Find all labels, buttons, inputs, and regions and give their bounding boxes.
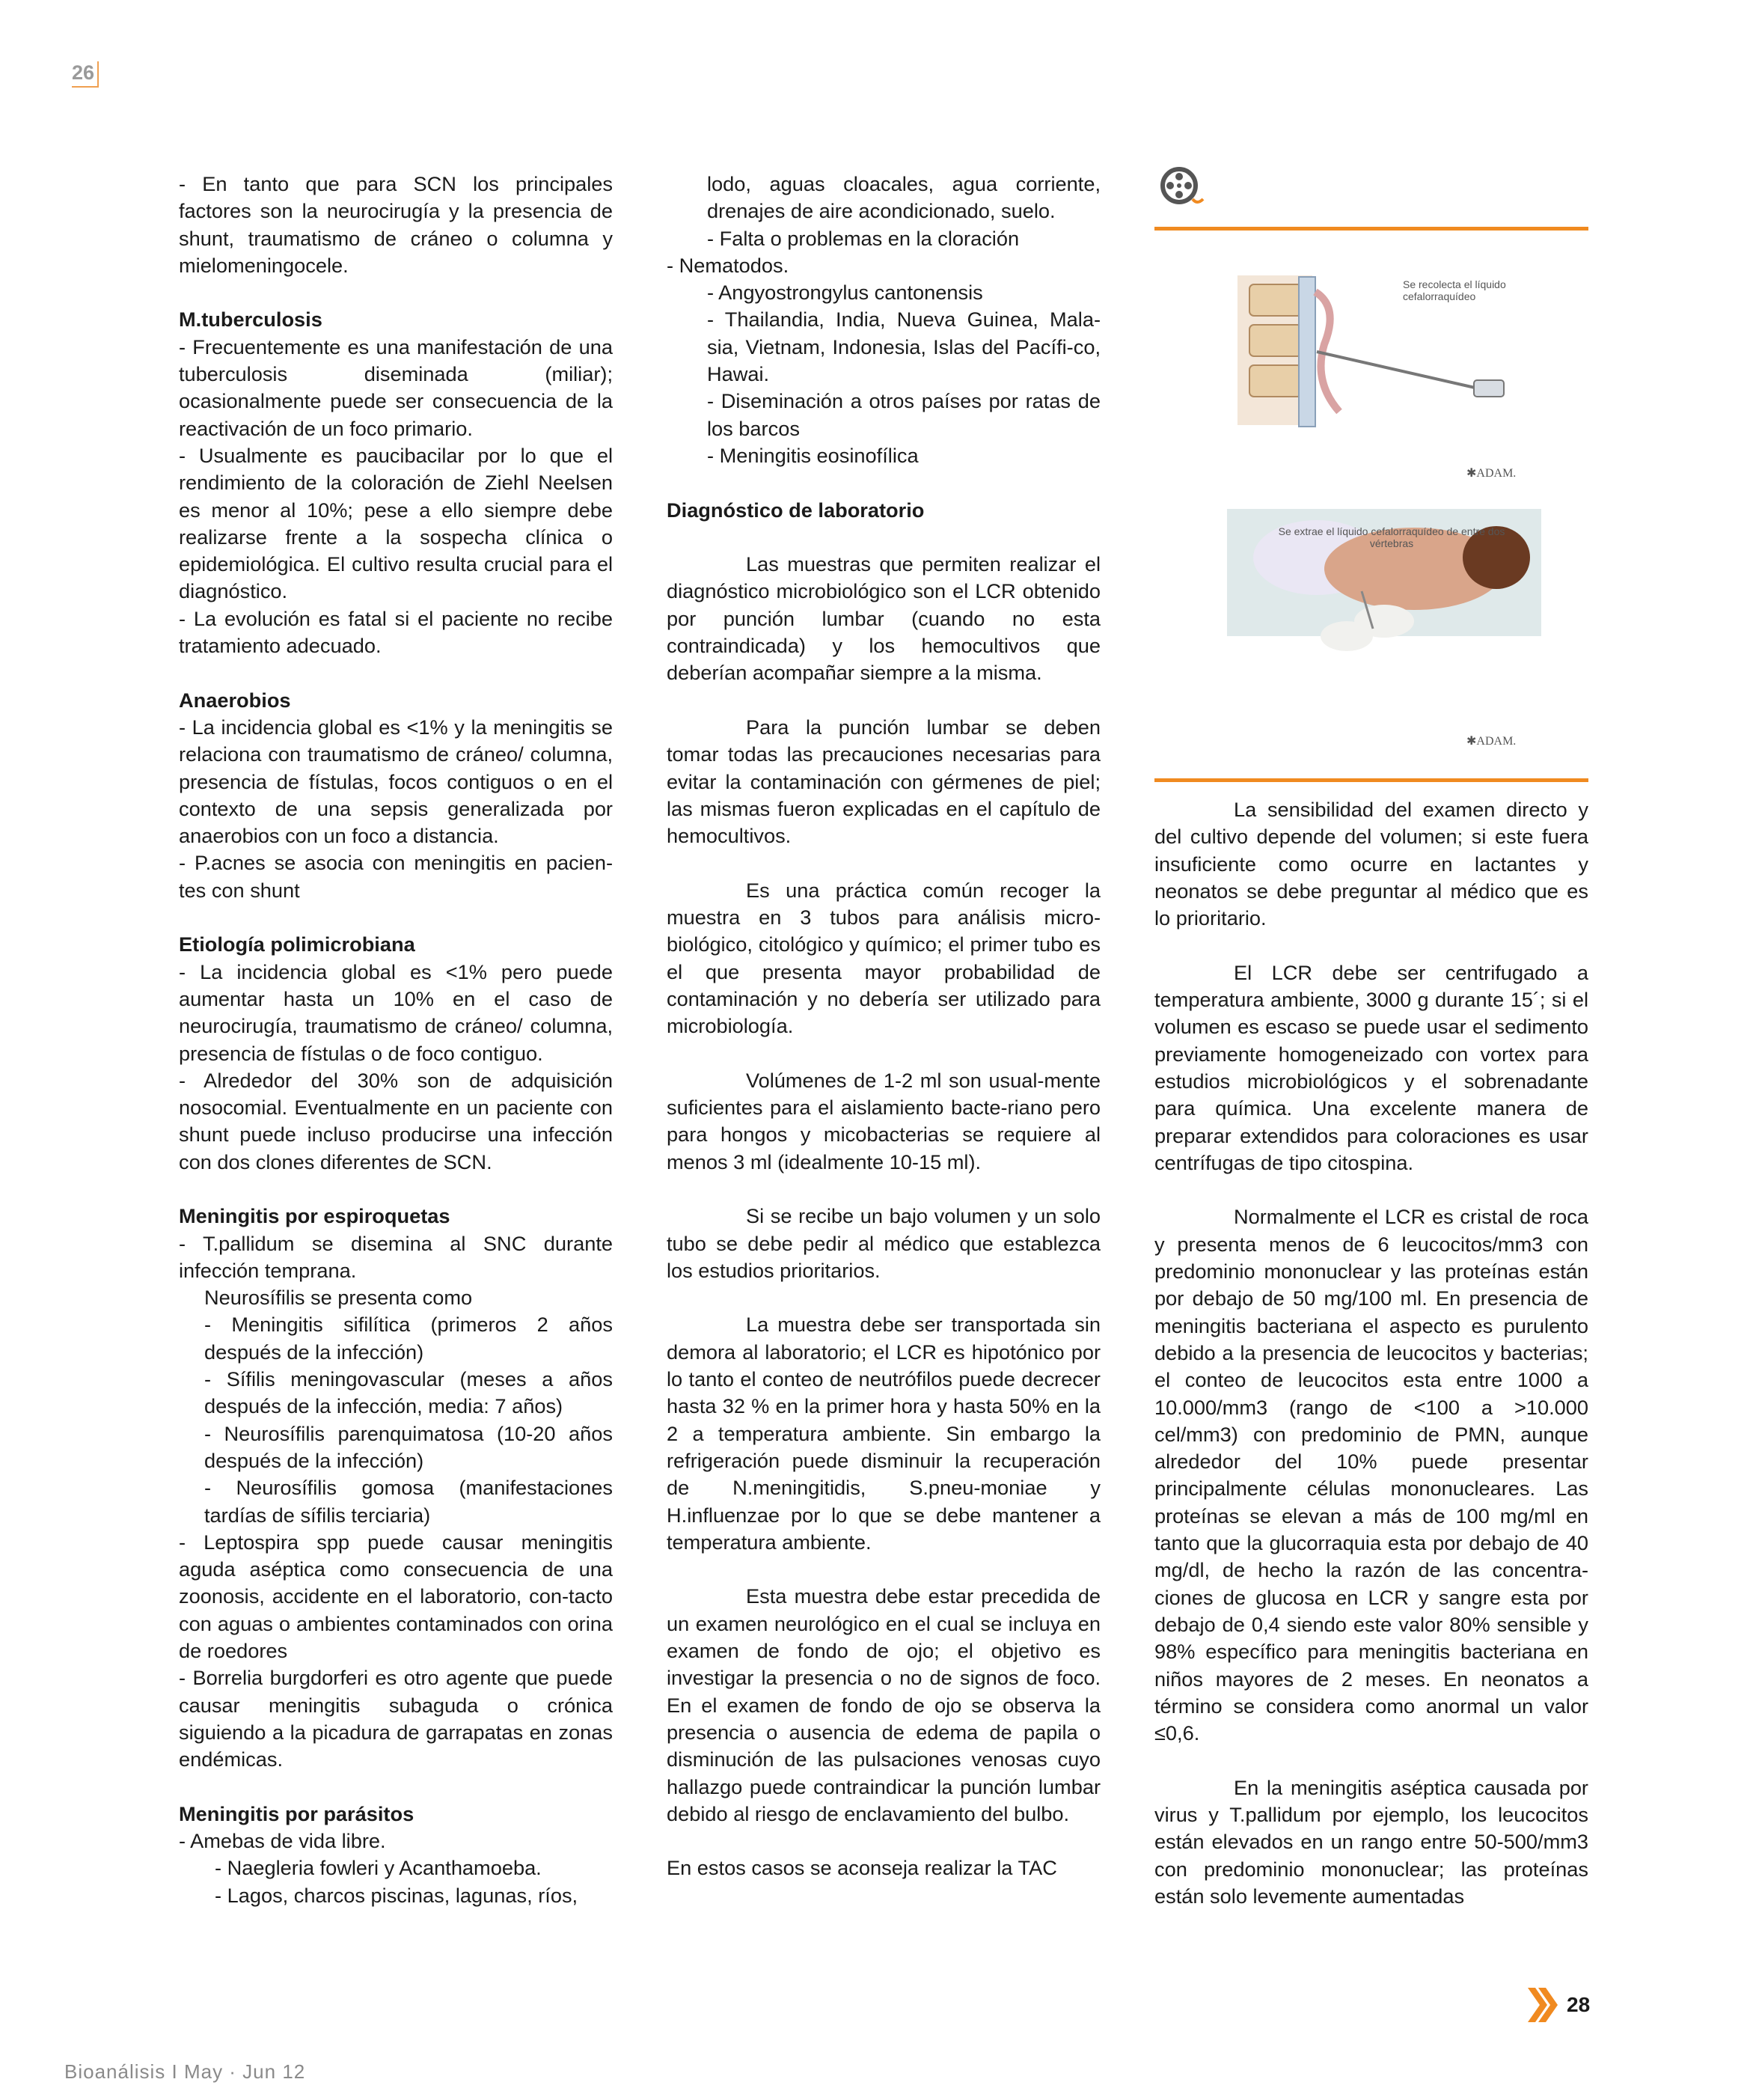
paragraph: - Borrelia burgdorferi es otro agente que puede causar meningitis subaguda o crónica siguiendo a la picadura de garrapatas en zonas endémicas. — [179, 1666, 613, 1771]
paragraph-spacer — [1154, 1176, 1588, 1203]
figure-caption-top: Se recolecta el líquido cefalorraquídeo — [1403, 278, 1506, 302]
paragraph: - La incidencia global es <1% pero puede aumentar hasta un 10% en el caso de neurocirugía, traumatismo de cráneo/ columna, presencia de fístulas o de foco contiguo. — [179, 959, 613, 1065]
paragraph: En estos casos se aconseja realizar la TAC — [667, 1856, 1057, 1880]
paragraph: Es una práctica común recoger la muestra en 3 tubos para análisis micro-biológico, citológico y químico; el primer tubo es el que presenta mayor probabilidad de contaminación y no debería ser utilizado para microbiología. — [667, 878, 1101, 1038]
paragraph-spacer — [667, 1284, 1101, 1311]
figure-caption-bottom: Se extrae el líquido cefalorraquídeo de entre dos vértebras — [1278, 525, 1505, 549]
paragraph: - Diseminación a otros países por ratas de los barcos — [707, 389, 1101, 440]
paragraph: El LCR debe ser centrifugado a temperatura ambiente, 3000 g durante 15´; si el volumen es escaso se puede usar el sedimento previamente homogeneizado con vortex para estudios microbiológicos y el sobrenadante para química. Una excelente manera de preparar extendidos para coloraciones es usar centrífugas de tipo citospina. — [1154, 960, 1588, 1174]
film-reel-icon — [1160, 166, 1208, 208]
paragraph-spacer — [667, 687, 1101, 714]
paragraph: - Neurosífilis parenquimatosa (10-20 años después de la infección) — [204, 1421, 613, 1472]
paragraph-spacer — [1154, 932, 1588, 959]
paragraph-spacer — [179, 1774, 613, 1801]
paragraph-spacer — [179, 1176, 613, 1203]
paragraph: Volúmenes de 1-2 ml son usual-mente suficientes para el aislamiento bacte-riano pero para hongos y micobacterias se requiere al menos 3 ml (idealmente 10-15 ml). — [667, 1068, 1101, 1173]
paragraph: Neurosífilis se presenta como — [204, 1286, 473, 1310]
paragraph: lodo, aguas cloacales, agua corriente, drenajes de aire acondicionado, suelo. — [707, 172, 1101, 223]
paragraph: Esta muestra debe estar precedida de un examen neurológico en el cual se incluya en examen de fondo de ojo; el objetivo es investigar la presencia o no de signos de foco. En el examen de fondo de ojo se observa la presencia o ausencia de edema de papila o disminución de las pulsaciones venosas cuyo hallazgo puede contraindicar la punción lumbar debido al riesgo de enclavamiento del bulbo. — [667, 1584, 1101, 1825]
paragraph: - Naegleria fowleri y Acanthamoeba. — [215, 1856, 542, 1880]
paragraph-spacer — [667, 1828, 1101, 1855]
paragraph: Las muestras que permiten realizar el diagnóstico microbiológico son el LCR obtenido por punción lumbar (cuando no esta contraindicada) y los hemocultivos que deberían acompañar siempre a la misma. — [667, 552, 1101, 685]
paragraph: - Nematodos. — [667, 253, 789, 277]
section-heading: M.tuberculosis — [179, 308, 322, 332]
paragraph: - Falta o problemas en la cloración — [707, 226, 1020, 250]
section-heading: Etiología polimicrobiana — [179, 933, 415, 956]
paragraph: - Leptospira spp puede causar meningitis aguda aséptica como consecuencia de una zoonosis, accidente en el laboratorio, con-tacto con aguas o ambientes contaminados con orina de roedores — [179, 1530, 613, 1663]
paragraph: - P.acnes se asocia con meningitis en pacien-tes con shunt — [179, 851, 613, 902]
paragraph: - Neurosífilis gomosa (manifestaciones tardías de sífilis terciaria) — [204, 1476, 613, 1527]
paragraph-spacer — [667, 469, 1101, 496]
paragraph: - Amebas de vida libre. — [179, 1829, 386, 1853]
paragraph-spacer — [179, 659, 613, 686]
paragraph-spacer — [667, 849, 1101, 876]
text-column-3 — [1154, 796, 1588, 1910]
page-number-right: 28 — [1567, 1993, 1591, 2016]
section-heading: Meningitis por espiroquetas — [179, 1204, 450, 1228]
paragraph-spacer — [667, 1040, 1101, 1067]
footer-page-marker — [1526, 1986, 1590, 2024]
sidebar-bottom-rule — [1154, 778, 1588, 782]
adam-logo-top: ✱ADAM. — [1466, 467, 1517, 480]
lumbar-puncture-drawing — [1227, 262, 1541, 756]
section-heading: Meningitis por parásitos — [179, 1801, 414, 1825]
paragraph: La sensibilidad del examen directo y del cultivo depende del volumen; si este fuera insuficiente como ocurre en lactantes y neonatos se debe preguntar al médico que es lo prioritario. — [1154, 798, 1588, 930]
paragraph: - Frecuentemente es una manifestación de una tuberculosis diseminada (miliar); ocasionalmente puede ser consecuencia de la reactivación de un foco primario. — [179, 335, 613, 440]
double-chevron-icon — [1526, 1986, 1561, 2024]
sidebar-top-rule — [1154, 227, 1588, 231]
paragraph: - Angyostrongylus cantonensis — [707, 281, 983, 305]
footer-publication: Bioanálisis I May · Jun 12 — [64, 2060, 306, 2083]
section-heading: Anaerobios — [179, 688, 291, 712]
page-number-left: 26 — [72, 61, 99, 88]
text-column-2 — [667, 171, 1101, 1882]
paragraph: - La incidencia global es <1% y la meningitis se relaciona con traumatismo de cráneo/ columna, presencia de fístulas, focos contiguos o en el contexto de una sepsis generalizada por anaerobios con un foco a distancia. — [179, 715, 613, 848]
paragraph: Normalmente el LCR es cristal de roca y presenta menos de 6 leucocitos/mm3 con predominio mononuclear y las proteínas están por debajo de 50 mg/100 ml. En presencia de meningitis bacteriana el aspecto es purulento debido a la presencia de leucocitos y bacterias; el conteo de leucocitos esta entre 1000 a 10.000/mm3 (rango de <100 a >10.000 cel/mm3) con predominio de PMN, aunque alrededor del 10% puede presentar principalmente células mononucleares. Las proteínas se elevan a más de 100 mg/ml en tanto que la glucorraquia esta por debajo de 40 mg/dl, de hecho la razón de las concentra-ciones de glucosa en LCR y sangre esta por debajo de 0,4 siendo este valor 80% sensible y 98% específico para meningitis bacteriana en niños mayores de 2 meses. En neonatos a término se considera como anormal un valor ≤0,6. — [1154, 1205, 1588, 1745]
paragraph: - Thailandia, India, Nueva Guinea, Mala-sia, Vietnam, Indonesia, Islas del Pacífi-co, Hawai. — [707, 308, 1101, 386]
paragraph-spacer — [179, 279, 613, 306]
paragraph-spacer — [667, 1176, 1101, 1203]
lumbar-puncture-illustration — [1227, 262, 1541, 756]
paragraph: - Alrededor del 30% son de adquisición nosocomial. Eventualmente en un paciente con shunt puede incluso producirse una infección con dos clones diferentes de SCN. — [179, 1068, 613, 1173]
paragraph: - Lagos, charcos piscinas, lagunas, ríos, — [215, 1883, 578, 1907]
paragraph: Si se recibe un bajo volumen y un solo tubo se debe pedir al médico que establezca los estudios prioritarios. — [667, 1204, 1101, 1282]
paragraph: - Meningitis sifilítica (primeros 2 años después de la infección) — [204, 1313, 613, 1364]
paragraph-spacer — [1154, 1747, 1588, 1774]
paragraph-spacer — [179, 904, 613, 931]
paragraph-spacer — [667, 1556, 1101, 1583]
paragraph: La muestra debe ser transportada sin demora al laboratorio; el LCR es hipotónico por lo tanto el conteo de neutrófilos puede decrecer hasta 32 % en la primer hora y hasta 50% en la 2 a temperatura ambiente. Sin embargo la refrigeración puede disminuir la recuperación de N.meningitidis, S.pneu-moniae y H.influenzae por lo que se debe mantener a temperatura ambiente. — [667, 1313, 1101, 1554]
paragraph: - T.pallidum se disemina al SNC durante infección temprana. — [179, 1231, 613, 1282]
section-heading: Diagnóstico de laboratorio — [667, 498, 925, 522]
paragraph: En la meningitis aséptica causada por virus y T.pallidum por ejemplo, los leucocitos están elevados en un rango entre 50-500/mm3 con predominio mononuclear; las proteínas están solo levemente aumentadas — [1154, 1775, 1588, 1908]
paragraph: - Meningitis eosinofílica — [707, 443, 919, 467]
paragraph: - En tanto que para SCN los principales factores son la neurocirugía y la presencia de shunt, traumatismo de cráneo o columna y mielomeningocele. — [179, 172, 613, 277]
paragraph: - Sífilis meningovascular (meses a años después de la infección, media: 7 años) — [204, 1367, 613, 1418]
paragraph: - La evolución es fatal si el paciente no recibe tratamiento adecuado. — [179, 606, 613, 658]
text-column-1 — [179, 171, 613, 1909]
paragraph: - Usualmente es paucibacilar por lo que el rendimiento de la coloración de Ziehl Neelsen es menor al 10%; pese a ello siempre debe realizarse frente a la sospecha clínica o epidemiológica. El cultivo resulta crucial para el diagnóstico. — [179, 443, 613, 603]
adam-logo-bottom: ✱ADAM. — [1466, 735, 1517, 748]
paragraph-spacer — [667, 524, 1101, 551]
paragraph: Para la punción lumbar se deben tomar todas las precauciones necesarias para evitar la contaminación con gérmenes de piel; las mismas fueron explicadas en el capítulo de hemocultivos. — [667, 715, 1101, 848]
